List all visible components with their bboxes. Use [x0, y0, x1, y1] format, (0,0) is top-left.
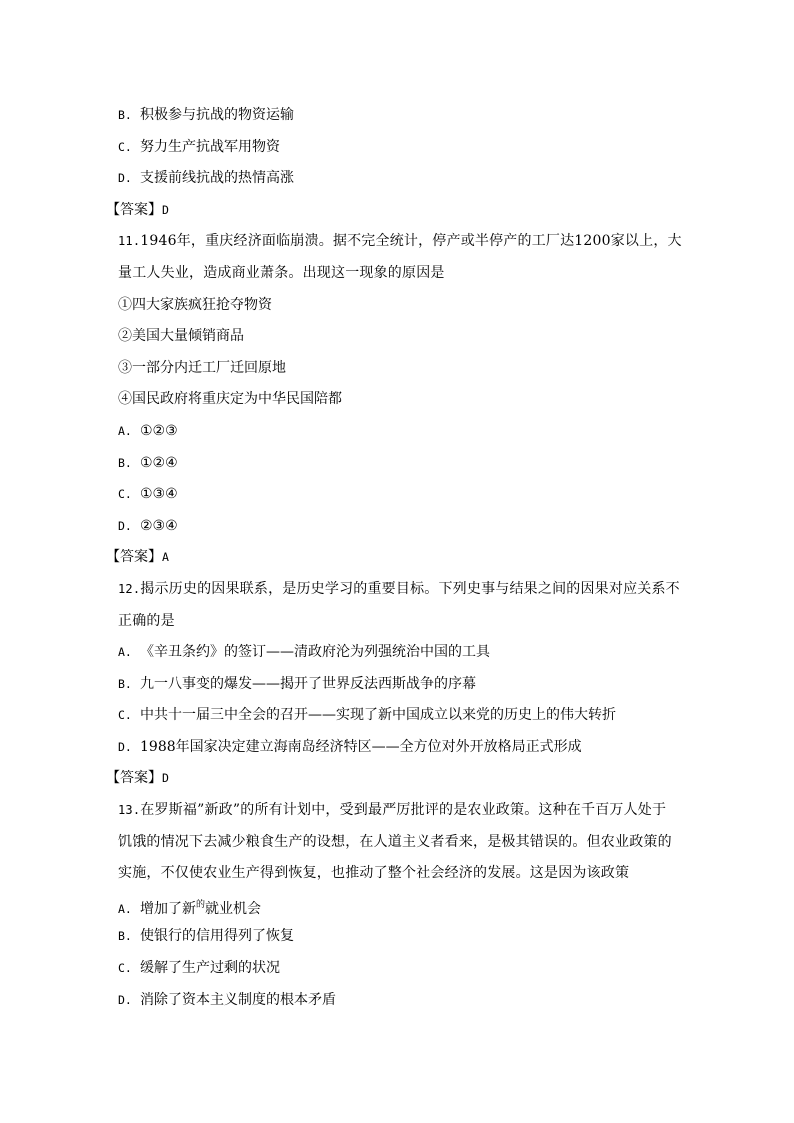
option-letter: A. — [118, 901, 132, 916]
question-text: 量工人失业，造成商业萧条。出现这一现象的原因是 — [118, 264, 445, 281]
question-text: 饥饿的情况下去减少粮食生产的设想，在人道主义者看来，是极其错误的。但农业政策的 — [118, 833, 672, 850]
option-letter: D. — [118, 992, 132, 1007]
q10-option-d — [118, 163, 678, 195]
option-text: 使银行的信用得列了恢复 — [140, 928, 294, 945]
q12-stem-line-1 — [118, 574, 678, 606]
question-number: 12. — [118, 581, 141, 596]
q13-option-b — [118, 921, 678, 953]
answer-label: 【答案】 — [106, 201, 162, 218]
q13-stem-line-3 — [118, 858, 678, 890]
q11-item-4: ④国民政府将重庆定为中华民国陪都 — [118, 391, 342, 408]
q12-option-a — [118, 637, 678, 669]
answer-value: D — [162, 202, 169, 217]
option-text: 缓解了生产过剩的状况 — [140, 960, 280, 977]
option-text: 消除了资本主义制度的根本矛盾 — [140, 991, 336, 1008]
q11-option-b — [118, 448, 678, 480]
option-text: 积极参与抗战的物资运输 — [140, 107, 294, 123]
q11-stem-line-1 — [118, 226, 682, 258]
q10-option-b — [118, 100, 678, 132]
option-letter: D. — [118, 739, 132, 754]
q12-option-c — [118, 700, 678, 732]
option-text: ②③④ — [140, 517, 178, 534]
option-letter: C. — [118, 139, 132, 154]
q11-item-2: ②美国大量倾销商品 — [118, 328, 244, 345]
option-text: 支援前线抗战的热情高涨 — [140, 170, 294, 187]
question-text: 实施，不仅使农业生产得到恢复，也推动了整个社会经济的发展。这是因为该政策 — [118, 865, 630, 882]
option-text: 努力生产抗战军用物资 — [140, 138, 280, 155]
q11-item-1: ①四大家族疯狂抢夺物资 — [118, 296, 272, 313]
q13-stem-line-2 — [118, 827, 678, 859]
option-letter: A. — [118, 423, 132, 438]
exam-page — [106, 100, 682, 1016]
question-text: 1946年，重庆经济面临崩溃。据不完全统计，停产或半停产的工厂达1200家以上，大 — [140, 233, 682, 250]
option-text: ①③④ — [140, 486, 178, 503]
option-letter: D. — [118, 171, 132, 186]
option-text: 《辛丑条约》的签订——清政府沦为列强统治中国的工具 — [140, 644, 490, 661]
option-letter: B. — [118, 455, 132, 470]
option-text: ①②④ — [140, 454, 178, 471]
answer-label: 【答案】 — [106, 549, 162, 566]
option-letter: C. — [118, 708, 132, 723]
q11-option-d — [118, 511, 678, 543]
q13-option-c — [118, 953, 678, 985]
q12-stem-line-2 — [118, 606, 678, 638]
option-letter: B. — [118, 108, 132, 122]
q11-answer — [106, 542, 678, 574]
option-text-post: 就业机会 — [205, 900, 262, 917]
question-text: 正确的是 — [118, 612, 175, 629]
option-text: 中共十一届三中全会的召开——实现了新中国成立以来党的历史上的伟大转折 — [140, 707, 616, 724]
q12-option-b — [118, 669, 678, 701]
q13-stem-line-1 — [118, 795, 678, 827]
q10-option-c — [118, 132, 678, 164]
question-text: 在罗斯福”新政”的所有计划中，受到最严厉批评的是农业政策。这种在千百万人处于 — [140, 802, 667, 819]
option-letter: C. — [118, 487, 132, 502]
question-number: 11. — [118, 234, 141, 249]
q13-option-d — [118, 985, 678, 1017]
answer-value: A — [162, 550, 169, 565]
option-text-pre: 增加了新 — [140, 900, 196, 917]
option-letter: B. — [118, 929, 132, 944]
answer-value: D — [162, 771, 169, 786]
q11-option-c — [118, 479, 678, 511]
q10-answer — [106, 195, 678, 227]
q11-item-3: ③一部分内迁工厂迁回原地 — [118, 359, 286, 376]
option-letter: C. — [118, 961, 132, 976]
question-number: 13. — [118, 803, 141, 818]
q12-option-d — [118, 732, 678, 764]
option-text: 九一八事变的爆发——揭开了世界反法西斯战争的序幕 — [140, 675, 476, 692]
option-text: 1988年国家决定建立海南岛经济特区——全方位对外开放格局正式形成 — [140, 738, 582, 755]
q13-option-a — [118, 890, 678, 922]
answer-label: 【答案】 — [106, 770, 162, 787]
q12-answer — [106, 763, 678, 795]
option-text-superscript: 的 — [196, 899, 206, 910]
option-letter: B. — [118, 676, 132, 691]
option-letter: A. — [118, 645, 132, 660]
option-text: ①②③ — [140, 422, 178, 439]
option-letter: D. — [118, 518, 132, 533]
q11-stem-line-2 — [118, 258, 678, 290]
question-text: 揭示历史的因果联系，是历史学习的重要目标。下列史事与结果之间的因果对应关系不 — [140, 580, 680, 597]
q11-option-a — [118, 416, 678, 448]
